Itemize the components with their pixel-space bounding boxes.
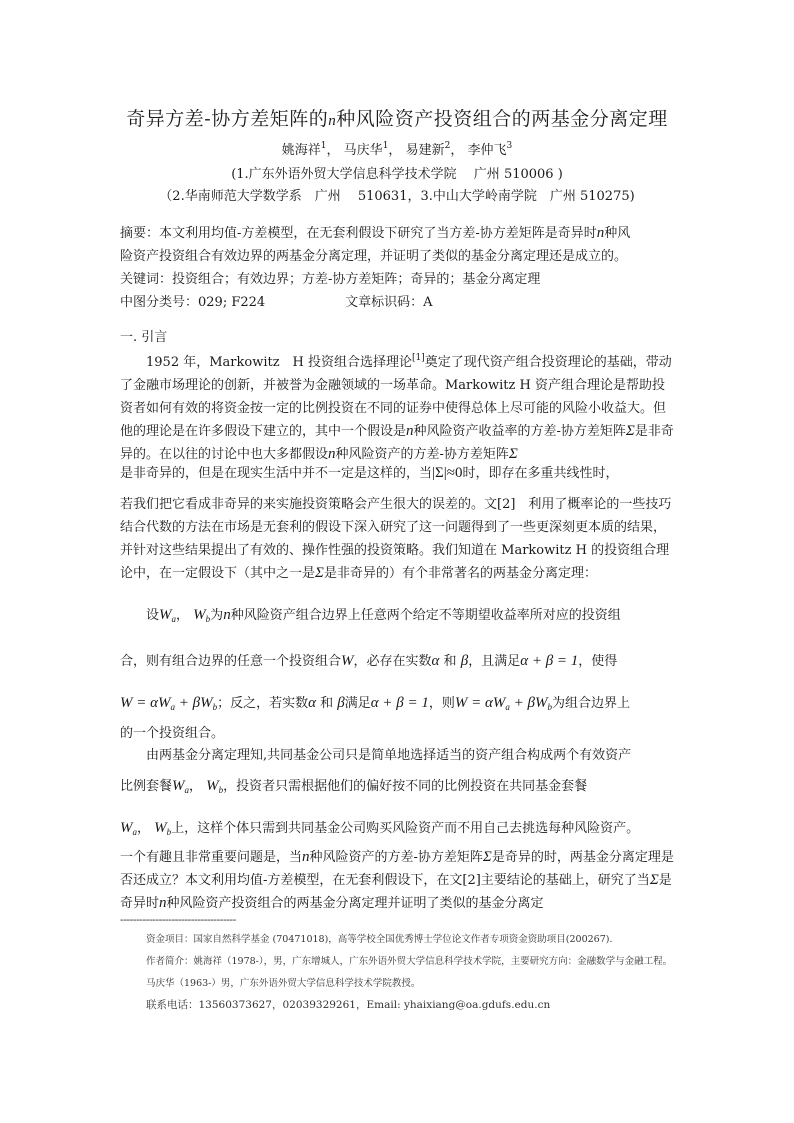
keywords: 关键词：投资组合；有效边界；方差-协方差矩阵；奇异的；基金分离定理 <box>120 272 541 287</box>
contact-email: Email: yhaixiang@oa.gdufs.edu.cn <box>366 999 551 1011</box>
footnote-author-bio-1: 作者简介：姚海祥（1978-），男，广东增城人，广东外语外贸大学信息科学技术学院，主要研究方向：金融数学与金融工程。 <box>146 956 673 967</box>
para3-line-2: 比例套餐$W_a$， $W_b$，投资者只需根据他们的偏好按不同的比例投资在共同基金套餐 <box>120 778 588 795</box>
para4: 一个有趣且非常重要问题是，当n种风险资产的方差-协方差矩阵Σ是奇异的时，两基金分离定理是否还成立？本文利用均值-方差模型，在无套利假设下，在文[2]主要结论的基础上，研究了当Σ是奇异时n种风险资产投资组合的两基金分离定理并证明了类似的基金分离定 <box>120 849 674 911</box>
title-math-n: n <box>328 113 337 129</box>
author-affil-sup: 3 <box>506 141 513 151</box>
para3-line-3: $W_a$， $W_b$上，这样个体只需到共同基金公司购买风险资产而不用自己去挑选每种风险资产。 <box>120 820 640 837</box>
author-affil-sup: 2 <box>444 141 451 151</box>
theorem-line-2: 合，则有组合边界的任意一个投资组合W，必存在实数α 和 β，且满足α + β = 1，使得 <box>120 653 618 669</box>
math-abs-sigma: |Σ|≈0 <box>432 465 463 481</box>
intro-line-condition: 是非奇异的，但是在现实生活中并不一定是这样的，当|Σ|≈0时，即存在多重共线性时， <box>120 465 619 481</box>
footnote-contact <box>146 998 706 1012</box>
theorem-line-3: $W = \alpha W_a + \beta W_b$；反之，若实数α 和 β满足α + β = 1，则$W = \alpha W_a + \beta W_b$为组合边界上 <box>120 695 630 712</box>
para3-line-1: 由两基金分离定理知,共同基金公司只是简单地选择适当的资产组合构成两个有效资产 <box>146 748 632 763</box>
theorem-line-1: 设$W_a$， $W_b$为n种风险资产组合边界上任意两个给定不等期望收益率所对应的投资组 <box>146 607 621 624</box>
clc-number: 中图分类号：029; F224 <box>120 295 266 310</box>
footnote-author-bio-2: 马庆华（1963-）男，广东外语外贸大学信息科学技术学院教授。 <box>146 978 421 989</box>
author-name: 马庆华 <box>343 143 383 158</box>
section-heading: 一. 引言 <box>120 330 168 345</box>
author-affil-sup: 1 <box>382 141 389 151</box>
classification <box>120 291 676 314</box>
abstract-line-1: 摘要：本文利用均值-方差模型，在无套利假设下研究了当方差-协方差矩阵是奇异时n种风 <box>120 225 631 241</box>
author-separator: ， <box>326 143 340 158</box>
abstract-line-2: 险资产投资组合有效边界的两基金分离定理，并证明了类似的基金分离定理还是成立的。 <box>120 249 628 264</box>
document-code: 文章标识码：A <box>345 295 433 310</box>
affiliation-2: （2.华南师范大学数学系 广州 510631，3.中山大学岭南学院 广州 510275) <box>159 189 635 204</box>
paper-title <box>0 104 794 131</box>
author-name: 易建新 <box>405 143 445 158</box>
author-separator: ， <box>388 143 402 158</box>
author-affil-sup: 1 <box>320 141 327 151</box>
footnote-separator: ------------------------------------ <box>120 913 236 926</box>
title-text-end: 种风险资产投资组合的两基金分离定理 <box>336 108 668 130</box>
title-text-start: 奇异方差-协方差矩阵的 <box>126 108 329 130</box>
contact-phone: 联系电话：13560373627，02039329261， <box>146 999 367 1011</box>
author-name: 李仲飞 <box>467 143 507 158</box>
citation-ref: [1] <box>412 353 425 363</box>
theorem-line-4: 的一个投资组合。 <box>120 726 225 741</box>
author-name: 姚海祥 <box>281 143 321 158</box>
affiliation-1: (1.广东外语外贸大学信息科学技术学院 广州 510006 ) <box>231 167 563 182</box>
author-separator: ， <box>450 143 464 158</box>
author-list <box>0 139 794 158</box>
intro-paragraph-1: 1952 年，Markowitz H 投资组合选择理论[1]奠定了现代资产组合投资理论的基础，带动了金融市场理论的创新，并被誉为金融领域的一场革命。Markowitz H 资产组合理论是帮助投资者如何有效的将资金按一定的比例投资在不同的证券中使得总体上尽可能的风险小收益大。但他的理论是在许多假设下建立的，其中一个假设是n种风险资产收益率的方差-协方差矩阵Σ是非奇异的。在以往的讨论中也大多都假设n种风险资产的方差-协方差矩阵Σ <box>120 353 674 462</box>
abstract <box>120 222 676 314</box>
footnote-funding: 资金项目：国家自然科学基金 (70471018)，高等学校全国优秀博士学位论文作者专项资金资助项目(200267). <box>146 934 613 945</box>
intro-paragraph-2: 若我们把它看成非奇异的来实施投资策略会产生很大的误差的。文[2] 利用了概率论的一些技巧结合代数的方法在市场是无套利的假设下深入研究了这一问题得到了一些更深刻更本质的结果，并针对这些结果提出了有效的、操作性强的投资策略。我们知道在 Markowitz H 的投资组合理论中，在一定假设下（其中之一是Σ是非奇异的）有个非常著名的两基金分离定理： <box>120 497 672 581</box>
